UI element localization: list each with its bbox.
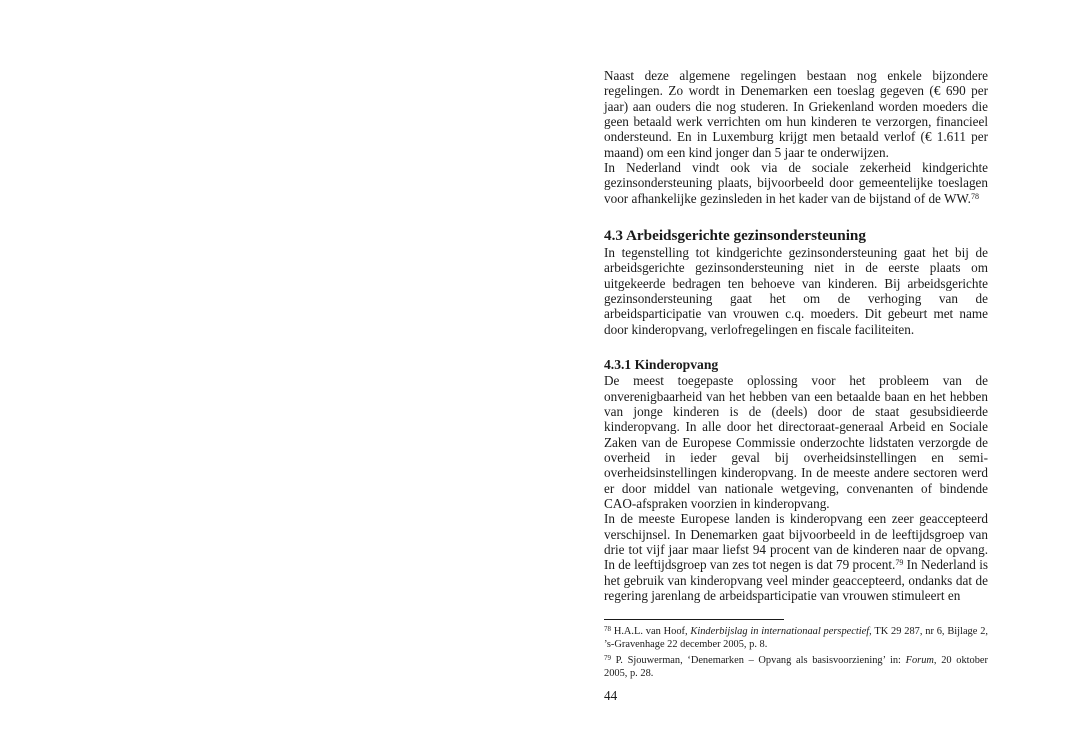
- footnote-title: Kinderbijslag in internationaal perspectief: [690, 626, 870, 638]
- footnote-text: , TK 29 287, nr 6, Bijlage 2, ’s-Gravenhage 22 december 2005, p. 8.: [604, 626, 988, 650]
- footnote-ref-78[interactable]: 78: [970, 191, 979, 201]
- book-page: [604, 68, 988, 704]
- paragraph-text: In Nederland vindt ook via de sociale zekerheid kindgerichte gezinsondersteuning plaats, bijvoorbeeld door gemeentelijke toeslagen voor afhankelijke gezinsleden in het kader van de bijstand of de WW.: [604, 160, 988, 206]
- footnote-79: [604, 655, 988, 680]
- footnote-title: Forum: [905, 655, 934, 667]
- footnote-ref-79[interactable]: 79: [895, 558, 904, 568]
- paragraph-special-schemes: Naast deze algemene regelingen bestaan nog enkele bijzondere regelingen. Zo wordt in Denemarken een toeslag gegeven (€ 690 per jaar) aan ouders die nog studeren. In Griekenland worden moeders die geen betaald werk verrichten om hun kinderen te verzorgen, financieel ondersteund. En in Luxemburg krijgt men betaald verlof (€ 1.611 per maand) om een kind jonger dan 5 jaar te onderwijzen.: [604, 68, 988, 160]
- subsection-heading-4-3-1: 4.3.1 Kinderopvang: [604, 357, 719, 373]
- footnote-number: 78: [604, 625, 611, 634]
- footnote-text: P. Sjouwerman, ‘Denemarken – Opvang als basisvoorziening’ in:: [611, 655, 906, 667]
- paragraph-work-oriented-support: In tegenstelling tot kindgerichte gezinsondersteuning gaat het bij de arbeidsgerichte gezinsondersteuning niet in de eerste plaats om uitgekeerde bedragen ten behoeve van kinderen. Bij arbeidsgerichte gezinsondersteuning gaat het om de verhoging van de arbeidsparticipatie van vrouwen c.q. moeders. Dit gebeurt met name door kinderopvang, verlofregelingen en fiscale faciliteiten.: [604, 245, 988, 337]
- paragraph-text: In de meeste Europese landen is kinderopvang een zeer geaccepteerd verschijnsel. In Denemarken gaat bijvoorbeeld in de leeftijdsgroep van drie tot vijf jaar maar liefst 94 procent van de kinderen naar de opvang. In de leeftijdsgroep van zes tot negen is dat 79 procent.: [604, 511, 988, 573]
- footnote-divider: [604, 619, 784, 620]
- paragraph-childcare-acceptance: [604, 511, 988, 603]
- footnote-text: , 20 oktober 2005, p. 28.: [604, 655, 988, 679]
- paragraph-text-continued: In Nederland is het gebruik van kinderopvang veel minder geaccepteerd, ondanks dat de regering jarenlang de arbeidsparticipatie van vrouwen stimuleert en: [604, 557, 988, 603]
- paragraph-childcare-solution: De meest toegepaste oplossing voor het probleem van de onverenigbaarheid van het hebben van een betaalde baan en het hebben van jonge kinderen is de (deels) door de staat gesubsidieerde kinderopvang. In alle door het directoraat-generaal Arbeid en Sociale Zaken van de Europese Commissie onderzochte lidstaten verzorgde de overheid in ieder geval bij overheidsinstellingen en semi-overheidsinstellingen kinderopvang. In de meeste andere sectoren werd er door middel van nationale wetgeving, convenanten of bindende CAO-afspraken voorzien in kinderopvang.: [604, 373, 988, 511]
- footnote-number: 79: [604, 654, 611, 663]
- page-number: 44: [604, 687, 618, 703]
- paragraph-netherlands-support: [604, 160, 988, 206]
- section-heading-4-3: 4.3 Arbeidsgerichte gezinsondersteuning: [604, 227, 866, 245]
- footnote-78: [604, 626, 988, 651]
- footnote-text: H.A.L. van Hoof,: [611, 626, 691, 638]
